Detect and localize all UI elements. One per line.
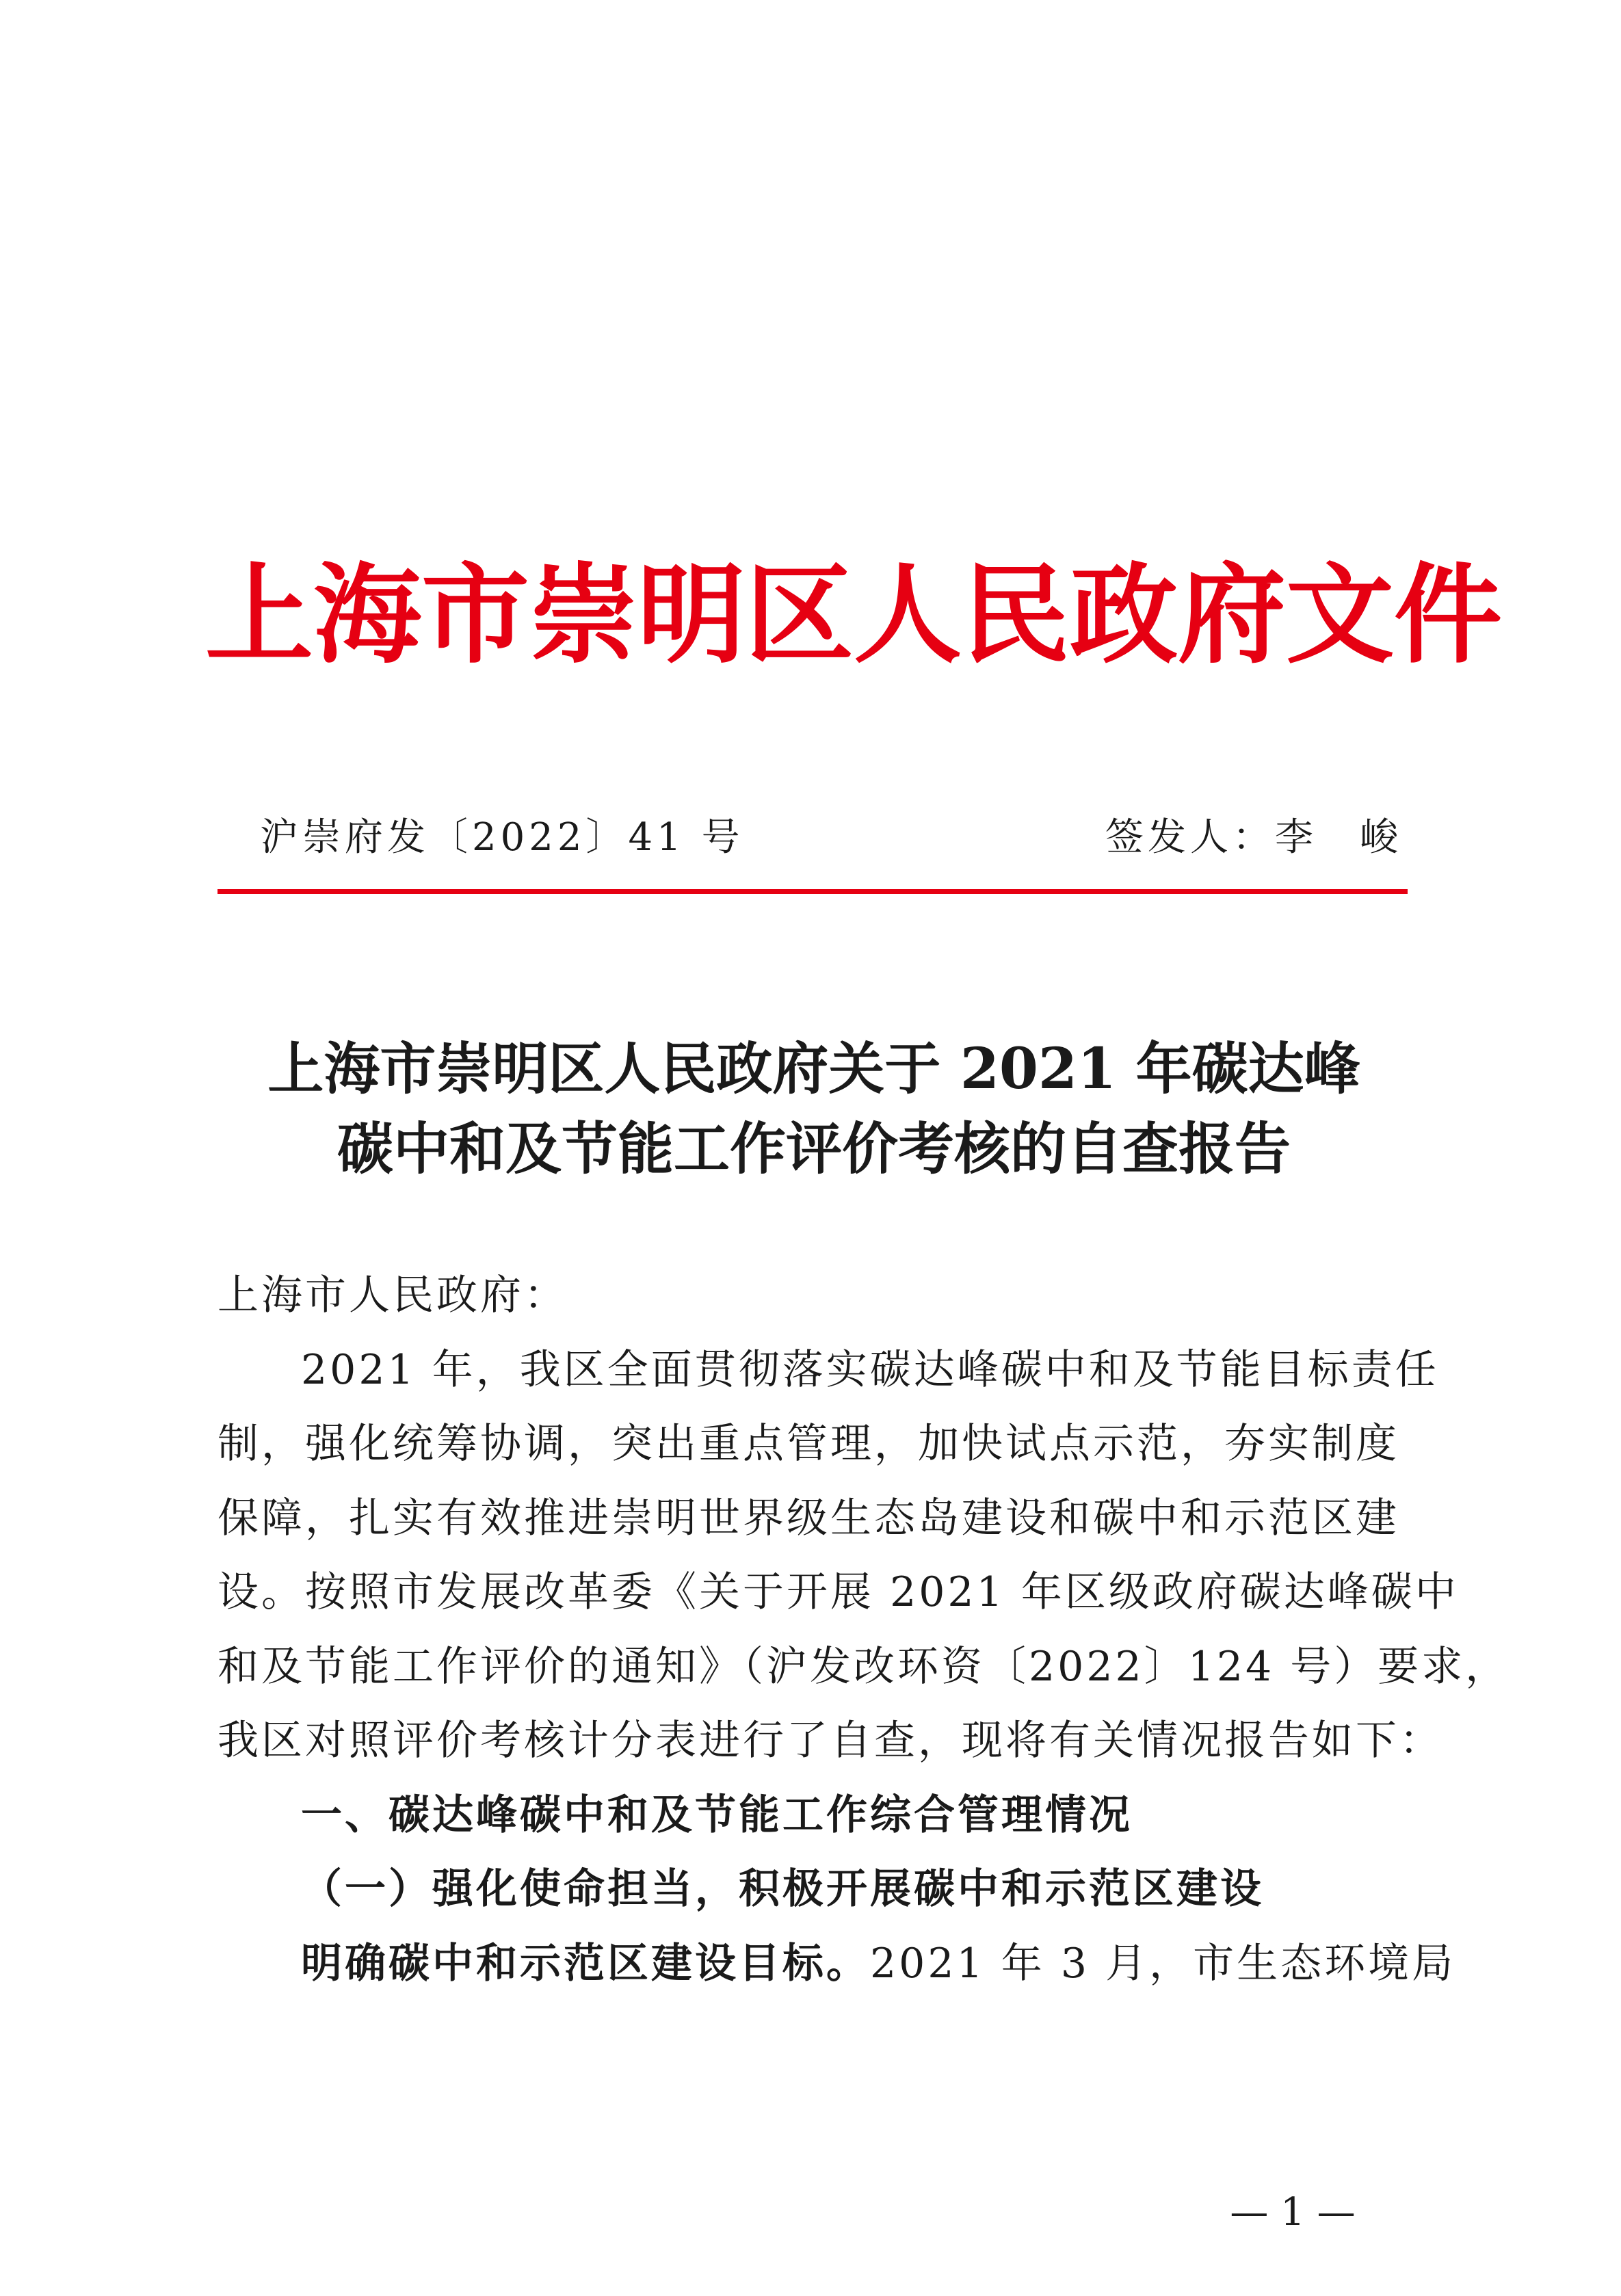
- paragraph-line: 2021 年，我区全面贯彻落实碳达峰碳中和及节能目标责任: [301, 1345, 1439, 1394]
- title-line-1: 上海市崇明区人民政府关于 2021 年碳达峰: [267, 1036, 1360, 1102]
- document-body: [218, 1258, 1510, 2001]
- paragraph-line: 设。按照市发展改革委《关于开展 2021 年区级政府碳达峰碳中: [218, 1568, 1459, 1616]
- title-line-2: 碳中和及节能工作评价考核的自查报告: [337, 1116, 1291, 1182]
- paragraph-text: 2021 年 3 月，市生态环境局: [870, 1939, 1456, 1988]
- section-heading: 一、碳达峰碳中和及节能工作综合管理情况: [301, 1791, 1133, 1839]
- salutation: 上海市人民政府：: [218, 1271, 568, 1319]
- red-separator-rule: [218, 889, 1408, 894]
- bold-lead-text: 明确碳中和示范区建设目标。: [301, 1939, 870, 1988]
- page-number: — 1 —: [1230, 2190, 1356, 2234]
- paragraph-line: [218, 1927, 1456, 2001]
- masthead-title: 上海市崇明区人民政府文件: [205, 552, 1502, 678]
- paragraph-line: 保障，扎实有效推进崇明世界级生态岛建设和碳中和示范区建: [218, 1494, 1399, 1542]
- paragraph-line: 我区对照评价考核计分表进行了自查，现将有关情况报告如下：: [218, 1717, 1443, 1765]
- signer: 签发人：李 峻: [1105, 815, 1402, 860]
- paragraph-line: 和及节能工作评价的通知》（沪发改环资〔2022〕124 号）要求，: [218, 1642, 1510, 1691]
- document-title: [205, 1029, 1423, 1189]
- document-info-line: [219, 804, 1409, 872]
- document-number: 沪崇府发〔2022〕41 号: [260, 815, 744, 860]
- subsection-heading: （一）强化使命担当，积极开展碳中和示范区建设: [301, 1865, 1264, 1913]
- paragraph-line: 制，强化统筹协调，突出重点管理，加快试点示范，夯实制度: [218, 1420, 1399, 1468]
